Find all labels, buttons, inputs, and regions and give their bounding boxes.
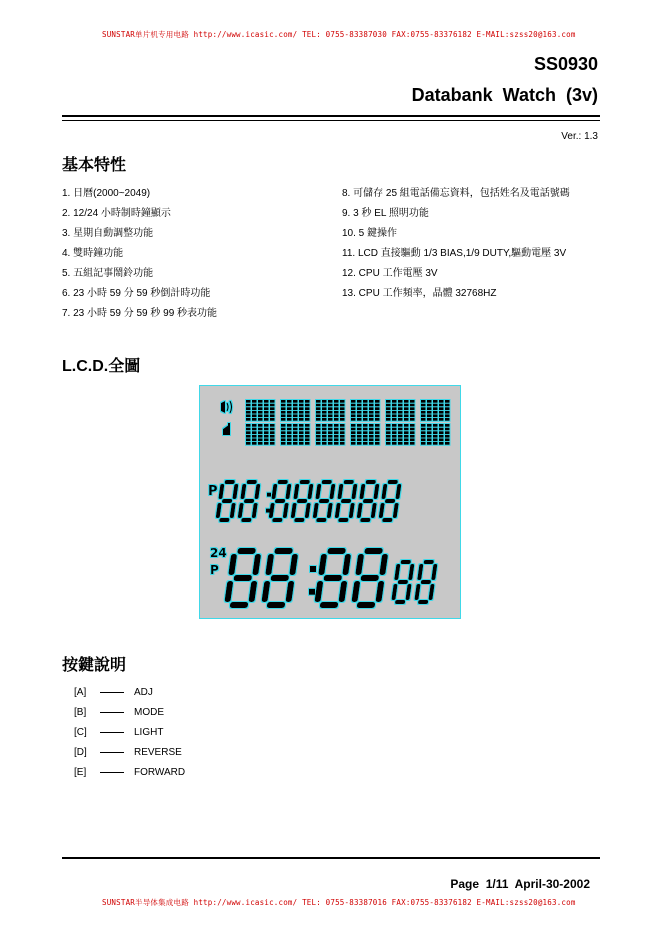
digit-segment (270, 575, 289, 581)
digit-segment (267, 602, 286, 608)
digit-segment (360, 518, 371, 522)
digit-segment (277, 480, 288, 484)
digit-segment (246, 480, 257, 484)
pm-indicator-row3: P (210, 563, 219, 577)
feature-item: 4. 雙時鐘功能 (62, 248, 124, 259)
features-right-list (342, 184, 570, 304)
feature-item: 11. LCD 直接驅動 1/3 BIAS,1/9 DUTY,驅動電壓 3V (342, 248, 567, 259)
key-function: FORWARD (134, 766, 186, 778)
pm-indicator-row2: P (208, 484, 218, 499)
digit-segment (224, 480, 235, 484)
key-function: LIGHT (134, 726, 164, 738)
digit-segment (400, 560, 411, 564)
key-function: MODE (134, 706, 164, 718)
digit-segment (398, 580, 409, 584)
digit-segment (343, 480, 354, 484)
features-heading: 基本特性 (62, 157, 127, 174)
digit-segment (297, 499, 308, 503)
digit-segment (274, 548, 293, 554)
key-code: [B] (74, 706, 87, 718)
digit-segment (421, 580, 432, 584)
digit-segment (385, 499, 396, 503)
key-row (74, 705, 185, 719)
digit-segment (338, 518, 349, 522)
feature-item: 5. 五組記事鬧鈴功能 (62, 268, 154, 279)
digit-segment (233, 575, 252, 581)
digit-segment (360, 575, 379, 581)
feature-item: 12. CPU 工作電壓 3V (342, 268, 438, 279)
model-number: SS0930 (533, 54, 598, 74)
feature-item: 2. 12/24 小時制時鐘顯示 (62, 208, 171, 219)
key-code: [C] (74, 726, 87, 738)
digit-segment (341, 499, 352, 503)
digit-segment (219, 518, 230, 522)
key-list (74, 685, 185, 779)
feature-item: 9. 3 秒 EL 照明功能 (342, 208, 429, 219)
digit-segment (272, 518, 283, 522)
lcd-diagram (199, 385, 461, 619)
digit-segment (244, 499, 255, 503)
digit-segment (387, 480, 398, 484)
digit-segment (382, 518, 393, 522)
digit-segment (323, 575, 342, 581)
dash-separator (100, 692, 124, 693)
digit-segment (327, 548, 346, 554)
dash-separator (100, 772, 124, 773)
dash-separator (100, 752, 124, 753)
feature-item: 8. 可儲存 25 組電話備忘資料，包括姓名及電話號碼 (342, 188, 570, 199)
mode-24-indicator: 24 (210, 546, 227, 560)
feature-item: 3. 星期自動調整功能 (62, 228, 154, 239)
contact-header: SUNSTAR单片机专用电路 http://www.icasic.com/ TEL: 0755-83387030 FAX:0755-83376182 E-MAIL:szss20@163.com (102, 30, 576, 39)
digit-segment (230, 602, 249, 608)
product-title: Databank Watch (3v) (411, 85, 598, 105)
digit-segment (299, 480, 310, 484)
title-rule-thick (62, 115, 600, 117)
digit-segment (364, 548, 383, 554)
features-left-list (62, 184, 217, 324)
feature-item: 1. 日曆(2000~2049) (62, 188, 151, 199)
footer-rule (62, 857, 600, 859)
keys-heading: 按鍵說明 (62, 657, 127, 674)
contact-footer: SUNSTAR半导体集成电路 http://www.icasic.com/ TEL: 0755-83387016 FAX:0755-83376182 E-MAIL:szss20@163.com (102, 898, 576, 907)
digit-segment (222, 499, 233, 503)
digit-segment (363, 499, 374, 503)
feature-item: 6. 23 小時 59 分 59 秒倒計時功能 (62, 288, 211, 299)
lcd-panel (199, 385, 461, 619)
digit-segment (321, 480, 332, 484)
digit-segment (418, 600, 429, 604)
digit-segment (320, 602, 339, 608)
digit-segment (241, 518, 252, 522)
digit-segment (365, 480, 376, 484)
feature-item: 10. 5 鍵操作 (342, 228, 398, 239)
key-code: [E] (74, 766, 87, 778)
key-row (74, 765, 185, 779)
key-row (74, 685, 185, 699)
digit-segment (319, 499, 330, 503)
lcd-heading: L.C.D.全圖 (62, 358, 141, 375)
feature-item: 7. 23 小時 59 分 59 秒 99 秒表功能 (62, 308, 218, 319)
digit-segment (316, 518, 327, 522)
dash-separator (100, 732, 124, 733)
digit-segment (357, 602, 376, 608)
digit-segment (395, 600, 406, 604)
key-row (74, 745, 185, 759)
key-code: [D] (74, 746, 87, 758)
key-function: REVERSE (134, 746, 182, 758)
version-label: Ver.: 1.3 (561, 131, 598, 142)
digit-segment (237, 548, 256, 554)
digit-segment (423, 560, 434, 564)
key-row (74, 725, 185, 739)
page-footer: Page 1/11 April-30-2002 (450, 877, 590, 891)
key-function: ADJ (134, 686, 153, 698)
digit-segment (294, 518, 305, 522)
title-rule-thin (62, 120, 600, 121)
digit-segment (275, 499, 286, 503)
dash-separator (100, 712, 124, 713)
key-code: [A] (74, 686, 87, 698)
feature-item: 13. CPU 工作頻率，晶體 32768HZ (342, 288, 497, 299)
